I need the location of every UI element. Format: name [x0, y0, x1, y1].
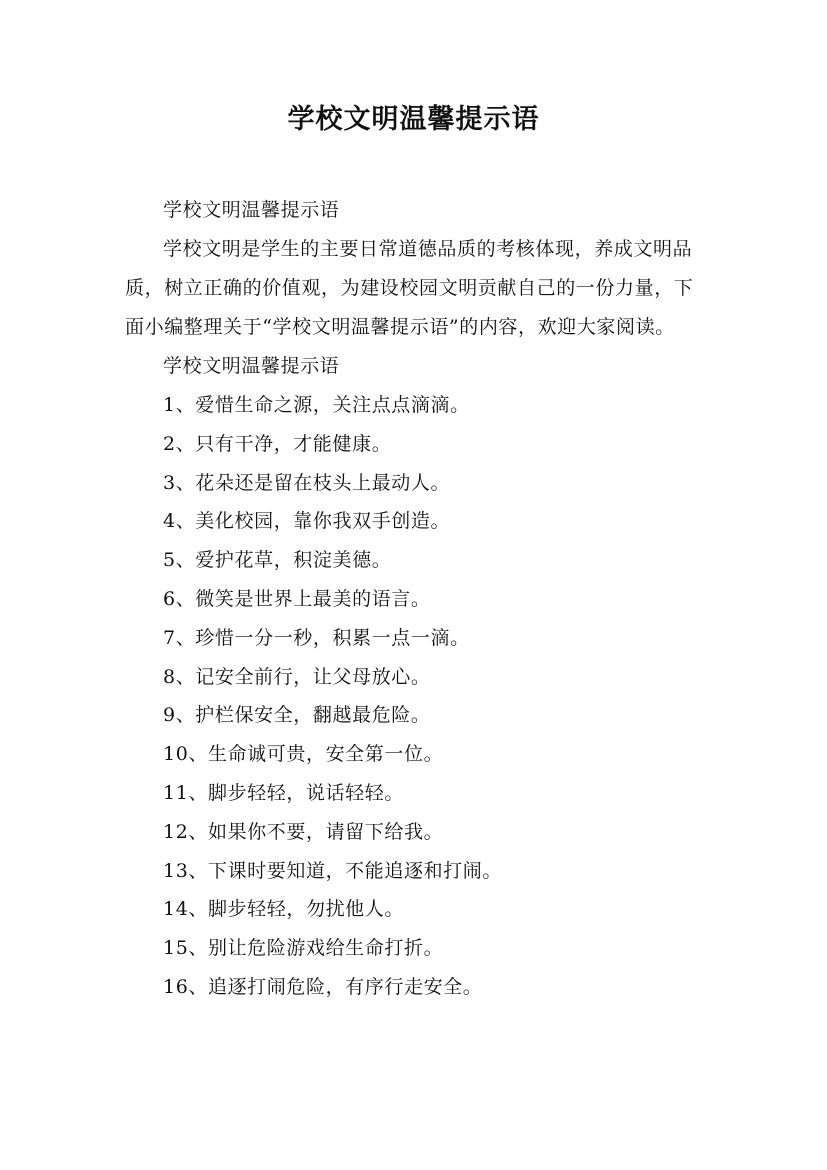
list-item: 1、爱惜生命之源，关注点点滴滴。	[163, 394, 470, 416]
list-item: 9、护栏保安全，翻越最危险。	[163, 704, 431, 727]
tips-list	[125, 386, 703, 1007]
list-item: 5、爱护花草，积淀美德。	[163, 549, 392, 572]
list-item: 12、如果你不要，请留下给我。	[163, 820, 444, 843]
list-item: 7、珍惜一分一秒，积累一点一滴。	[163, 626, 470, 649]
document-body	[125, 191, 703, 1007]
list-item: 8、记安全前行，让父母放心。	[163, 665, 431, 688]
list-item: 6、微笑是世界上最美的语言。	[163, 587, 431, 610]
list-item: 10、生命诚可贵，安全第一位。	[163, 743, 444, 766]
list-item: 13、下课时要知道，不能追逐和打闹。	[163, 859, 502, 882]
list-item: 14、脚步轻轻，勿扰他人。	[163, 898, 404, 921]
heading-repeat: 学校文明温馨提示语	[163, 199, 340, 221]
list-item: 16、追逐打闹危险，有序行走安全。	[163, 975, 483, 998]
section-heading: 学校文明温馨提示语	[163, 355, 340, 377]
intro-paragraph: 学校文明是学生的主要日常道德品质的考核体现，养成文明品质，树立正确的价值观，为建设校园文明贡献自己的一份力量，下面小编整理关于“学校文明温馨提示语”的内容，欢迎大家阅读。	[125, 238, 694, 338]
document-title: 学校文明温馨提示语	[287, 104, 540, 135]
list-item: 3、花朵还是留在枝头上最动人。	[163, 471, 451, 494]
list-item: 2、只有干净，才能健康。	[163, 432, 392, 455]
list-item: 4、美化校园，靠你我双手创造。	[163, 510, 451, 533]
list-item: 11、脚步轻轻，说话轻轻。	[163, 781, 404, 804]
list-item: 15、别让危险游戏给生命打折。	[163, 937, 444, 960]
